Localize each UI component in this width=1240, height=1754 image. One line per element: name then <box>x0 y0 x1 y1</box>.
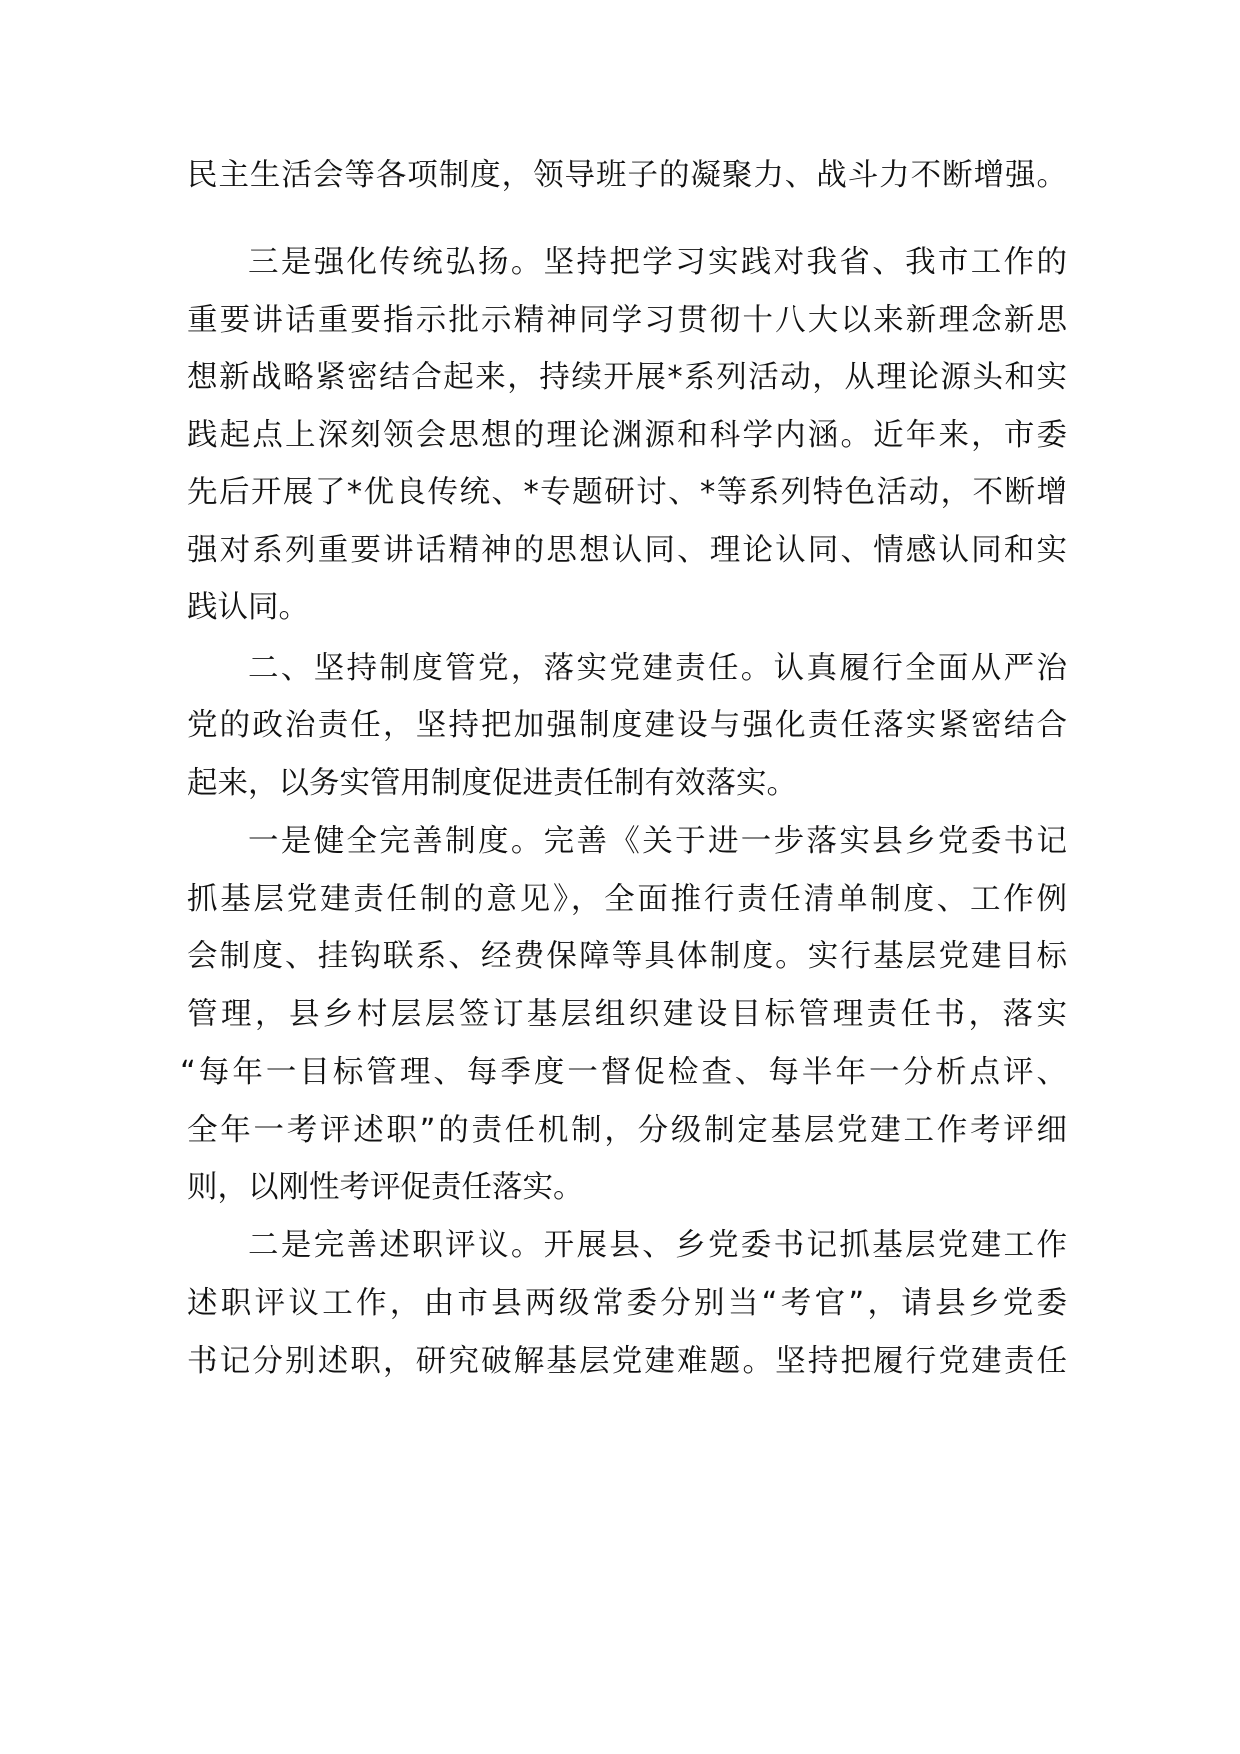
text-line: 先后开展了*优良传统、*专题研讨、*等系列特色活动，不断增 <box>187 475 1067 510</box>
text-line: 强对系列重要讲话精神的思想认同、理论认同、情感认同和实 <box>187 533 1067 568</box>
text-line: 践认同。 <box>187 590 309 625</box>
text-line: “每年一目标管理、每季度一督促检查、每半年一分析点评、 <box>180 1055 1067 1090</box>
text-line: 抓基层党建责任制的意见》，全面推行责任清单制度、工作例 <box>187 882 1067 917</box>
paragraph-first-line: 一是健全完善制度。完善《关于进一步落实县乡党委书记 <box>248 824 1067 859</box>
text-line: 想新战略紧密结合起来，持续开展*系列活动，从理论源头和实 <box>187 360 1067 395</box>
text-line: 书记分别述职，研究破解基层党建难题。坚持把履行党建责任 <box>187 1344 1067 1379</box>
text-line: 重要讲话重要指示批示精神同学习贯彻十八大以来新理念新思 <box>187 303 1067 338</box>
text-line: 党的政治责任，坚持把加强制度建设与强化责任落实紧密结合 <box>187 708 1067 743</box>
section-heading-line: 二、坚持制度管党，落实党建责任。认真履行全面从严治 <box>248 651 1067 686</box>
text-line: 会制度、挂钩联系、经费保障等具体制度。实行基层党建目标 <box>187 939 1067 974</box>
text-line: 践起点上深刻领会思想的理论渊源和科学内涵。近年来，市委 <box>187 418 1067 453</box>
text-line: 则，以刚性考评促责任落实。 <box>187 1170 584 1205</box>
text-line: 起来，以务实管用制度促进责任制有效落实。 <box>187 766 797 801</box>
text-line: 全年一考评述职”的责任机制，分级制定基层党建工作考评细 <box>187 1113 1067 1148</box>
paragraph-first-line: 三是强化传统弘扬。坚持把学习实践对我省、我市工作的 <box>248 245 1067 280</box>
paragraph-first-line: 二是完善述职评议。开展县、乡党委书记抓基层党建工作 <box>248 1228 1067 1263</box>
text-line: 管理，县乡村层层签订基层组织建设目标管理责任书，落实 <box>187 997 1067 1032</box>
text-line: 民主生活会等各项制度，领导班子的凝聚力、战斗力不断增强。 <box>187 158 1067 193</box>
text-line: 述职评议工作，由市县两级常委分别当“考官”，请县乡党委 <box>187 1286 1067 1321</box>
